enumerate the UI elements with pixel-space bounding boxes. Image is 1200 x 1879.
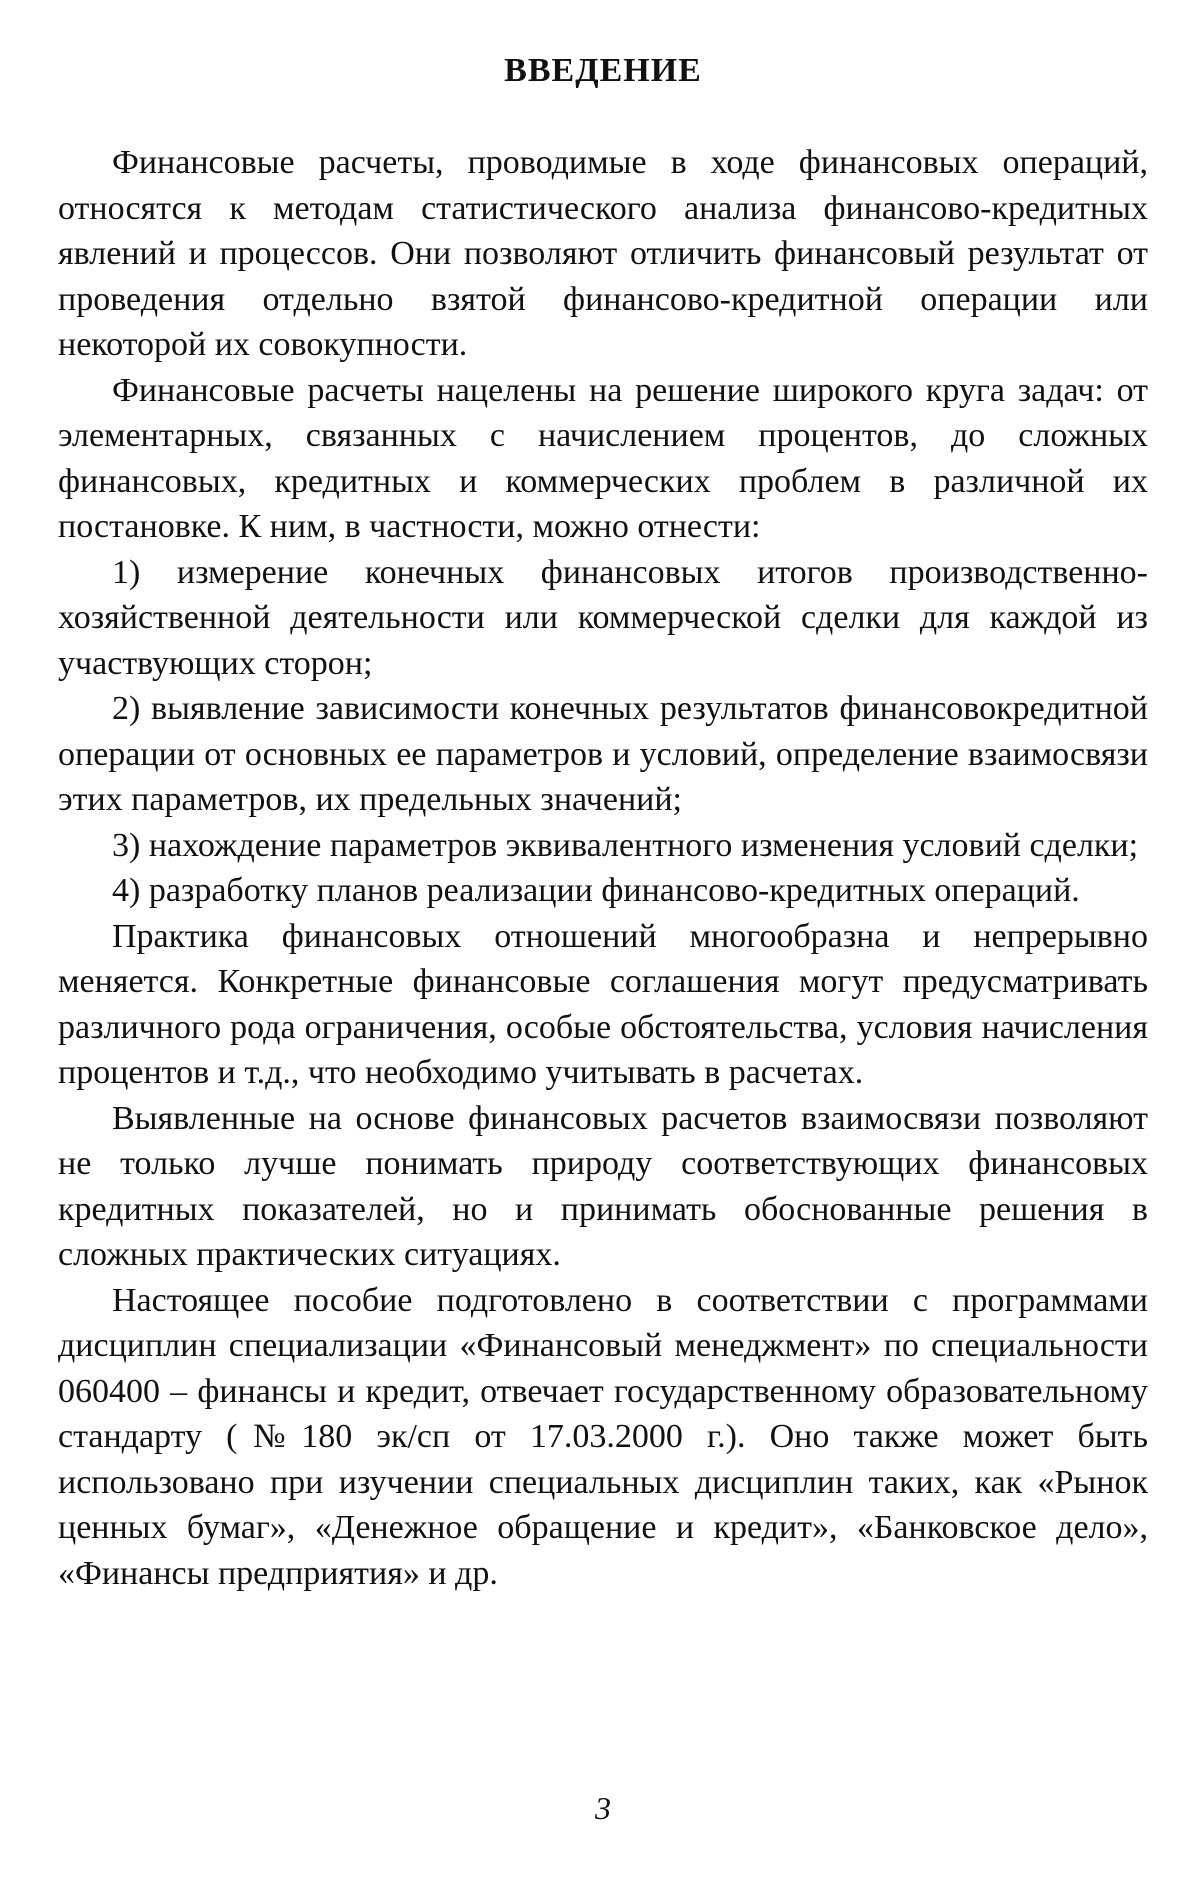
list-item-3: 3) нахождение параметров эквивалентного изменения условий сделки; — [112, 826, 1139, 864]
list-item-4: 4) разработку планов реализации финансово-кредитных операций. — [112, 872, 1080, 909]
paragraph-practice: Практика финансовых отношений многообразна и непрерывно меняется. Конкретные финансовые соглашения могут предусматривать различного рода ограничения, особые обстоятельства, условия начисления процентов и т.д., что необходимо учитывать в расчетах. — [58, 917, 1148, 1091]
document-body — [58, 140, 1148, 1596]
page-title: ВВЕДЕНИЕ — [504, 52, 702, 89]
page-number: 3 — [595, 1790, 611, 1826]
paragraph-tasks: Финансовые расчеты нацелены на решение широкого круга задач: от элементарных, связанных с начислением процентов, до сложных финансовых, кредитных и коммерческих проблем в различной их постановке. К ним, в частности, можно отнести: — [58, 371, 1148, 545]
paragraph-manual: Настоящее пособие подготовлено в соответствии с программами дисциплин специализации «Финансовый менеджмент» по специальности 060400 – финансы и кредит, отвечает государственному образовательному стандарту (№180 эк/сп от 17.03.2000 г.). Оно также может быть использовано при изучении специальных дисциплин таких, как «Рынок ценных бумаг», «Денежное обращение и кредит», «Банковское дело», «Финансы предприятия» и др. — [58, 1281, 1148, 1592]
paragraph-intro: Финансовые расчеты, проводимые в ходе финансовых операций, относятся к методам статистического анализа финансово-кредитных явлений и процессов. Они позволяют отличить финансовый результат от проведения отдельно взятой финансово-кредитной операции или некоторой их совокупности. — [58, 144, 1148, 363]
paragraph-relations: Выявленные на основе финансовых расчетов взаимосвязи позволяют не только лучше понимать природу соответствующих финансовых кредитных показателей, но и принимать обоснованные решения в сложных практических ситуациях. — [58, 1099, 1148, 1273]
list-item-2: 2) выявление зависимости конечных результатов финансовокредитной операции от основных ее параметров и условий, определение взаимосвязи этих параметров, их предельных значений; — [58, 690, 1148, 818]
document-page — [58, 0, 1148, 1879]
list-item-1: 1) измерение конечных финансовых итогов производственно-хозяйственной деятельности или коммерческой сделки для каждой из участвующих сторон; — [58, 553, 1148, 682]
